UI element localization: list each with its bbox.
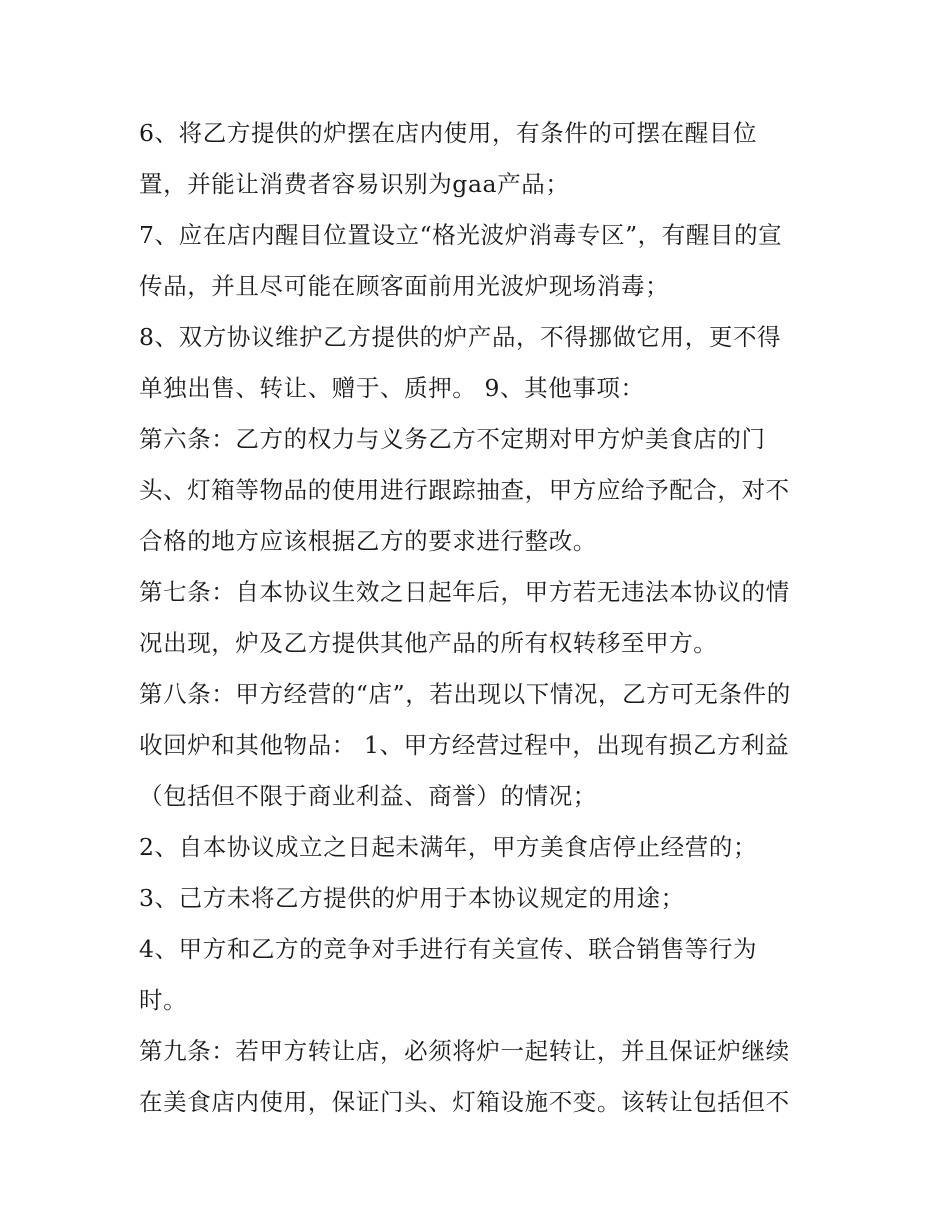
text-line: 况出现，炉及乙方提供其他产品的所有权转移至甲方。 [139,629,718,657]
text-line: 8、双方协议维护乙方提供的炉产品，不得挪做它用，更不得 [139,323,782,351]
text-line: 3、己方未将乙方提供的炉用于本协议规定的用途； [139,884,685,912]
text-line: 单独出售、转让、赠于、质押。 9、其他事项： [139,374,645,402]
text-line: 第七条：自本协议生效之日起年后，甲方若无违法本协议的情 [139,578,790,606]
text-line: 头、灯箱等物品的使用进行跟踪抽查，甲方应给予配合，对不 [139,476,790,504]
text-line: 7、应在店内醒目位置设立“格光波炉消毒专区”，有醒目的宣 [139,221,783,249]
text-line: 4、甲方和乙方的竞争对手进行有关宣传、联合销售等行为 [139,935,758,963]
contract-text [139,108,829,1128]
text-line: 时。 [139,986,188,1014]
text-line: 6、将乙方提供的炉摆在店内使用，有条件的可摆在醒目位 [139,119,758,147]
text-line: 2、自本协议成立之日起未满年，甲方美食店停止经营的； [139,833,758,861]
text-line: 收回炉和其他物品： 1、甲方经营过程中，出现有损乙方利益 [139,731,790,759]
text-line: 传品，并且尽可能在顾客面前用光波炉现场消毒； [139,272,670,300]
text-line: 在美食店内使用，保证门头、灯箱设施不变。该转让包括但不 [139,1088,790,1116]
text-line: 置，并能让消费者容易识别为gaa产品； [139,170,570,198]
text-line: 第六条：乙方的权力与义务乙方不定期对甲方炉美食店的门 [139,425,766,453]
text-line: 合格的地方应该根据乙方的要求进行整改。 [139,527,597,555]
text-line: 第八条：甲方经营的“店”，若出现以下情况，乙方可无条件的 [139,680,791,708]
text-line: 第九条：若甲方转让店，必须将炉一起转让，并且保证炉继续 [139,1037,790,1065]
text-line: （包括但不限于商业利益、商誉）的情况； [139,782,597,810]
